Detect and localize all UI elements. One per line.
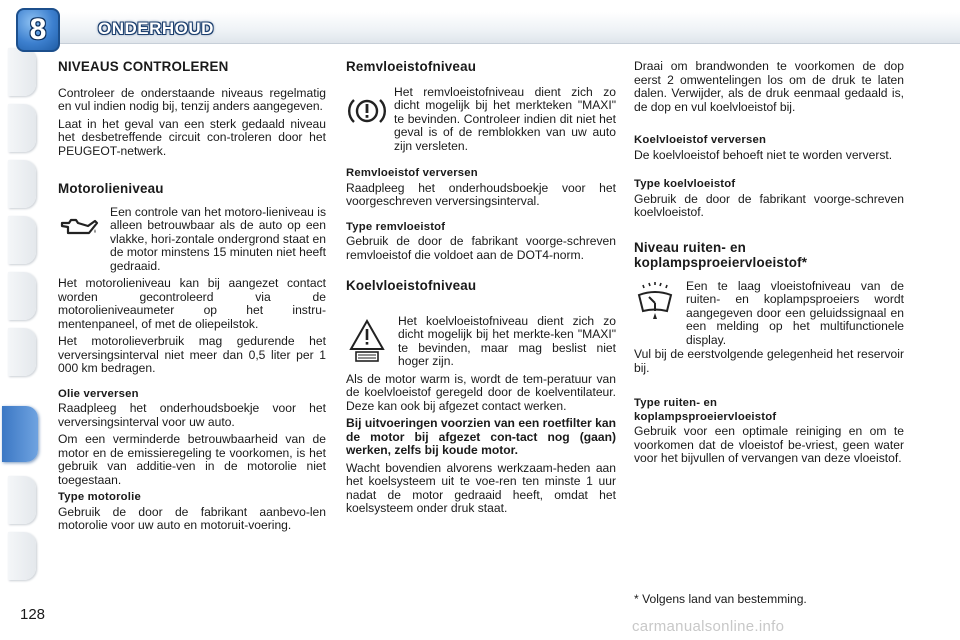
- oil-can-icon: [58, 206, 100, 248]
- coolant-type-paragraph: Gebruik de door de fabrikant voorge-schreven koelvloeistof.: [634, 191, 904, 219]
- brake-fluid-change-title: Remvloeistof verversen: [346, 167, 478, 179]
- page-title: NIVEAUS CONTROLEREN: [58, 59, 229, 74]
- coolant-type-title: Type koelvloeistof: [634, 178, 736, 190]
- oil-change-paragraph-2: Om een verminderde betrouwbaarheid van de motor en de emissieregeling te voorkomen, is het gebruik van additie-ven in de motorolie niet toegestaan.: [58, 432, 326, 487]
- oil-level-title: Motorolieniveau: [58, 181, 164, 196]
- coolant-change-title: Koelvloeistof verversen: [634, 134, 767, 146]
- brake-warning-icon: [346, 86, 388, 136]
- brake-fluid-title: Remvloeistofniveau: [346, 59, 477, 74]
- page-number: 128: [20, 606, 46, 623]
- washer-fluid-type-paragraph: Gebruik voor een optimale reiniging en om te voorkomen dat de vloeistof be-vriest, geen water voor het bijvullen of vervangen van deze vloeistof.: [634, 424, 904, 465]
- oil-change-title: Olie verversen: [58, 387, 139, 400]
- oil-level-paragraph-1: Het motorolieniveau kan bij aangezet contact worden gecontroleerd via de motorolieniveaumeter op het instru-mentenpaneel, of met de oliepeilstok.: [58, 276, 326, 331]
- chapter-tab-9[interactable]: [8, 532, 36, 580]
- brake-fluid-change-paragraph: Raadpleeg het onderhoudsboekje voor het voorgeschreven verversingsinterval.: [346, 180, 616, 208]
- watermark: carmanualsonline.info: [632, 618, 785, 635]
- coolant-level-note: [346, 315, 616, 373]
- washer-fluid-note: [634, 280, 904, 348]
- coolant-level-warning: Bij uitvoeringen voorzien van een roetfilter kan de motor bij afgezet con-tact nog (gaan) werken, zelfs bij koude motor.: [346, 416, 616, 457]
- brake-fluid-note: [346, 86, 616, 154]
- column-1: [58, 60, 326, 537]
- washer-fluid-type-title: [634, 397, 904, 424]
- chapter-tab-1[interactable]: [8, 48, 36, 96]
- coolant-change-paragraph: De koelvloeistof behoeft niet te worden ververst.: [634, 147, 893, 162]
- washer-fluid-title-line-2: koplampsproeiervloeistof*: [634, 254, 808, 270]
- chapter-tab-2[interactable]: [8, 104, 36, 152]
- coolant-level-paragraph-2: Wacht bovendien alvorens werkzaam-heden aan het koelsysteem uit te voe-ren ten minste 1 uur nadat de motor gedraaid heeft, omdat het koelsysteem onder druk staat.: [346, 460, 616, 515]
- oil-level-paragraph-2: Het motorolieverbruik mag gedurende het verversingsinterval niet meer dan 0,5 liter per 1 000 km bedragen.: [58, 334, 326, 375]
- intro-paragraph-2: Laat in het geval van een sterk gedaald niveau het desbetreffende circuit con-troleren door het PEUGEOT-netwerk.: [58, 116, 326, 158]
- washer-fluid-type-title-line-2: koplampsproeiervloeistof: [634, 410, 777, 423]
- oil-change-paragraph-1: Raadpleeg het onderhoudsboekje voor het verversingsinterval voor uw auto.: [58, 401, 326, 429]
- chapter-title: ONDERHOUD: [98, 19, 214, 38]
- chapter-tab-8[interactable]: [8, 476, 36, 524]
- coolant-level-title: Koelvloeistofniveau: [346, 278, 477, 293]
- chapter-tab-3[interactable]: [8, 160, 36, 208]
- intro-paragraph-1: Controleer de onderstaande niveaus regelmatig en vul indien nodig bij, tenzij anders aangegeven.: [58, 85, 326, 113]
- coolant-warning-icon: [346, 315, 388, 367]
- washer-fluid-icon: [634, 280, 676, 322]
- coolant-level-paragraph-1: Als de motor warm is, wordt de tem-peratuur van de koelvloeistof geregeld door de koelventilateur. Deze kan ook bij afgezet contact werken.: [346, 371, 616, 413]
- washer-fluid-note-text: Een te laag vloeistofniveau van de ruiten- en koplampsproeiers wordt aangegeven door een geluidssignaal en een melding op het multifunctionele display.: [686, 278, 904, 347]
- washer-fluid-title-line-1: Niveau ruiten- en: [634, 239, 747, 255]
- brake-fluid-type-paragraph: Gebruik de door de fabrikant voorge-schreven remvloeistof die voldoet aan de DOT4-norm.: [346, 234, 616, 262]
- washer-fluid-paragraph: Vul bij de eerstvolgende gelegenheid het reservoir bij.: [634, 347, 904, 375]
- chapter-tab-active[interactable]: [2, 406, 38, 462]
- footnote: * Volgens land van bestemming.: [634, 592, 807, 606]
- brake-fluid-note-text: Het remvloeistofniveau dient zich zo dicht mogelijk bij het merkteken "MAXI" te bevinden. Controleer indien dit niet het geval is of de remblokken van uw auto zijn versleten.: [394, 84, 616, 153]
- chapter-number-badge: 8: [16, 8, 60, 52]
- column-3: [634, 60, 904, 470]
- chapter-tab-strip: [0, 28, 42, 588]
- chapter-tab-5[interactable]: [8, 272, 36, 320]
- washer-fluid-title: [634, 240, 904, 270]
- chapter-tab-4[interactable]: [8, 216, 36, 264]
- brake-fluid-type-title: Type remvloeistof: [346, 220, 446, 233]
- coolant-cap-paragraph: Draai om brandwonden te voorkomen de dop eerst 2 omwentelingen los om de druk te laten dalen. Verwijder, als de druk eenmaal gedaald is, de dop en vul koelvloeistof bij.: [634, 59, 904, 114]
- oil-type-title: Type motorolie: [58, 491, 141, 503]
- washer-fluid-type-title-line-1: Type ruiten- en: [634, 397, 718, 409]
- chapter-tab-6[interactable]: [8, 328, 36, 376]
- coolant-level-note-text: Het koelvloeistofniveau dient zich zo dicht mogelijk bij het merkte-ken "MAXI" te bevinden, maar mag beslist niet hoger zijn.: [398, 313, 616, 368]
- column-2: [346, 60, 616, 520]
- oil-type-paragraph: Gebruik de door de fabrikant aanbevo-len motorolie voor uw auto en motoruit-voering.: [58, 504, 326, 532]
- oil-level-note: [58, 206, 326, 278]
- oil-level-note-text: Een controle van het motoro-lieniveau is alleen betrouwbaar als de auto op een vlakke, hori-zontale ondergrond staat en de motor minstens 15 minuten niet heeft gedraaid.: [110, 204, 326, 273]
